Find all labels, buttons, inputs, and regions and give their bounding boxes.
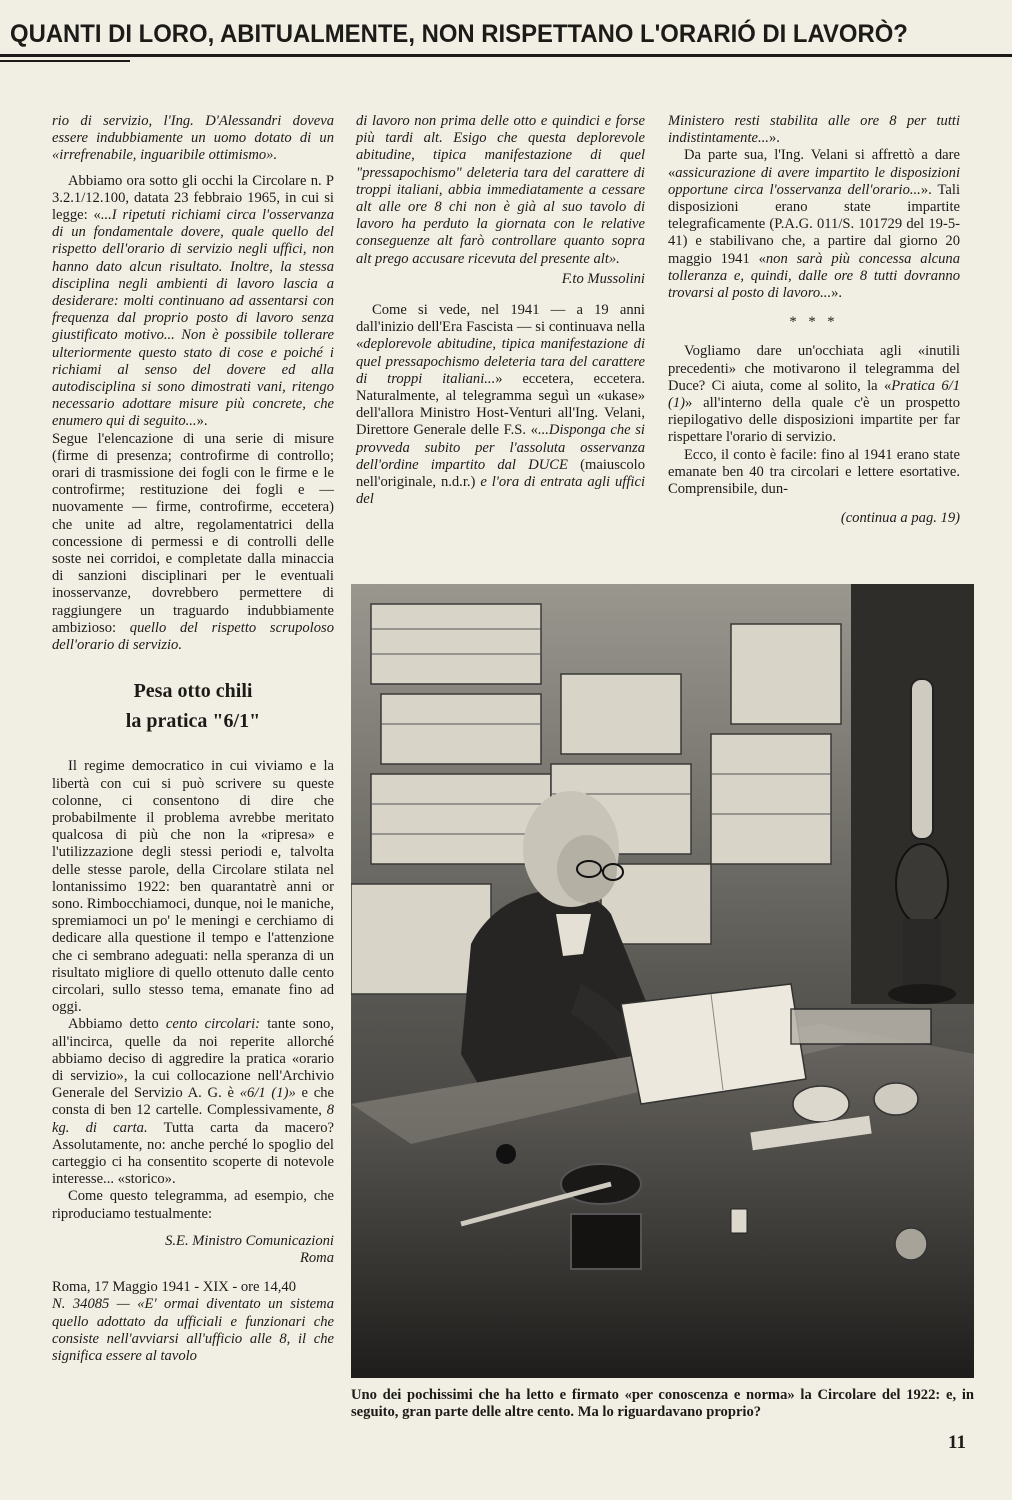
telegram-signature: F.to Mussolini <box>561 270 645 287</box>
photo-man-at-desk <box>351 584 974 1378</box>
col1-paragraph-3: Segue l'elencazione di una serie di misure (firme di presenza; controfirme di controllo; orari di trasmissione dei fogli con le firme e le controfirme; restituzione dei fogli e — nuovamente — firme, controfirme, eccetera) che unite ad altre, regolamentatrici della concessione di permessi e di controlli delle soste nei corridoi, e completate dalla minaccia di sanzioni disciplinari per le eventuali inosservanze, dovrebbero permettere di raggiungere un traguardo indubbiamente ambizioso: quello del rispetto scrupoloso dell'orario di servizio. <box>52 430 334 654</box>
headline: QUANTI DI LORO, ABITUALMENTE, NON RISPETTANO L'ORARIÓ DI LAVORÒ? <box>10 20 908 48</box>
column-1 <box>52 113 334 1365</box>
column-2 <box>356 113 645 508</box>
telegram-text-start: N. 34085 — «E' ormai diventato un sistema quello adottato da ufficiali e funzionari che consiste nell'avviarsi all'ufficio alle 8, il che significa essere al tavolo <box>52 1296 334 1364</box>
telegram-date: Roma, 17 Maggio 1941 - XIX - ore 14,40 <box>52 1279 297 1296</box>
col3-paragraph-3: Vogliamo dare un'occhiata agli «inutili precedenti» che motivarono il telegramma del Duce? Ci aiuta, come al solito, la «Pratica 6/1 (1)» all'interno della quale c'è un prospetto riepilogativo delle disposizioni impartite per far rispettare l'orario di servizio. <box>668 343 960 446</box>
telegram-text-continued: di lavoro non prima delle otto e quindici e forse più tardi alt. Esigo che questa deplorevole abitudine, tipica manifestazione di quel "pressapochismo" deleteria tara del carattere di troppi italiani, abbia immediatamente a cessare alt alle ore 8 chi non è già al suo tavolo di lavoro ha perduto la giornata con le relative conseguenze alt farò controllare quanto sopra alt prego accusare ricevuta del presente alt». <box>356 113 645 267</box>
headline-rule-short <box>0 60 130 62</box>
col3-paragraph-4: Ecco, il conto è facile: fino al 1941 erano state emanate ben 40 tra circolari e lettere esortative. Comprensibile, dun- <box>668 446 960 498</box>
col1-paragraph-6: Come questo telegramma, ad esempio, che riproduciamo testualmente: <box>52 1188 334 1222</box>
headline-rule <box>0 54 1012 57</box>
continued-note: (continua a pag. 19) <box>840 510 960 527</box>
col1-paragraph-5: Abbiamo detto cento circolari: tante sono, all'incirca, quelle da noi reperite allorché abbiamo deciso di aggredire la pratica «orario di servizio», la cui collocazione nell'Archivio Generale del Servizio A. G. è «6/1 (1)» e che consta di ben 12 cartelle. Complessivamente, 8 kg. di carta. Tutta carta da macero? Assolutamente, no: anche perché lo spoglio del carteggio ci ha consentito scoperte di notevole interesse... «storico». <box>52 1016 335 1188</box>
col3-paragraph-2: Da parte sua, l'Ing. Velani si affrettò a dare «assicurazione di avere impartito le disposizioni opportune circa l'osservanza dell'orario...». Tali disposizioni erano state impartite telegraficamente (P.A.G. 011/S. 101729 del 19-5-41) e stabilivano che, a partire dal giorno 20 maggio 1941 «non sarà più concessa alcuna tolleranza e, quindi, dalle ore 8 tutti dovranno trovarsi al posto di lavoro...». <box>668 147 961 302</box>
section-separator: * * * <box>789 314 839 331</box>
telegram-addressee: S.E. Ministro Comunicazioni Roma <box>165 1232 334 1266</box>
section-subhead: Pesa otto chili la pratica "6/1" <box>125 680 261 733</box>
col3-paragraph-1: Ministero resti stabilita alle ore 8 per tutti indistintamente...». <box>668 113 960 147</box>
page-number: 11 <box>948 1432 966 1453</box>
col1-paragraph-4: Il regime democratico in cui viviamo e la libertà con cui si può scrivere su queste colonne, ci consentono di dire che probabilmente il problema avrebbe meritato qualcosa di più che non la «ripresa» e l'utilizzazione degli stessi periodi e, talvolta delle stesse parole, della Circolare stilata nel lontanissimo 1922: ben quarantatrè anni or sono. Rimbocchiamoci, dunque, noi le maniche, spremiamoci un po' le meningi e cerchiamo di dedicare alla questione il tempo e l'attenzione che ci sembrano adeguati: nella speranza di un risultato migliore di quello ottenuto dalle cento circolari, sullo stesso tema, emanate fino ad oggi. <box>52 758 334 1016</box>
col1-paragraph-2: Abbiamo ora sotto gli occhi la Circolare n. P 3.2.1/12.100, datata 23 febbraio 1965, in cui si legge: «...I ripetuti richiami circa l'osservanza di un fondamentale dovere, quale quello del rispetto dell'orario di servizio negli uffici, non hanno dato alcun risultato. Inoltre, la stessa disciplina negli ambienti di lavoro lascia a desiderare: molti continuano ad assentarsi con frequenza dal proprio posto di lavoro senza giustificato motivo... Non è possibile tollerare ulteriormente questo stato di cose e poiché i richiami al senso del dovere ed alla autodisciplina si sono dimostrati vani, ritengo necessario adottare misure più concrete, che enumero qui di seguito...». <box>52 172 334 430</box>
column-3 <box>668 113 960 527</box>
col2-paragraph-1: Come si vede, nel 1941 — a 19 anni dall'inizio dell'Era Fascista — si continuava nella «deplorevole abitudine, tipica manifestazione di quel pressapochismo deleteria tara del carattere di troppi italiani...» eccetera, eccetera. Naturalmente, al telegramma seguì un «ukase» dell'allora Ministro Host-Venturi all'Ing. Velani, Direttore Generale delle F.S. «...Disponga che si provveda subito per l'assoluta osservanza dell'ordine impartito dal DUCE (maiuscolo nell'originale, n.d.r.) e l'ora di entrata agli uffici del <box>356 302 646 508</box>
col1-paragraph-1: rio di servizio, l'Ing. D'Alessandri doveva essere indubbiamente un uomo dotato di un «irrefrenabile, inguaribile ottimismo». <box>52 113 334 164</box>
photo-caption: Uno dei pochissimi che ha letto e firmato «per conoscenza e norma» la Circolare del 1922: e, in seguito, gran parte delle altre cento. Ma lo riguardavano proprio? <box>351 1387 974 1420</box>
